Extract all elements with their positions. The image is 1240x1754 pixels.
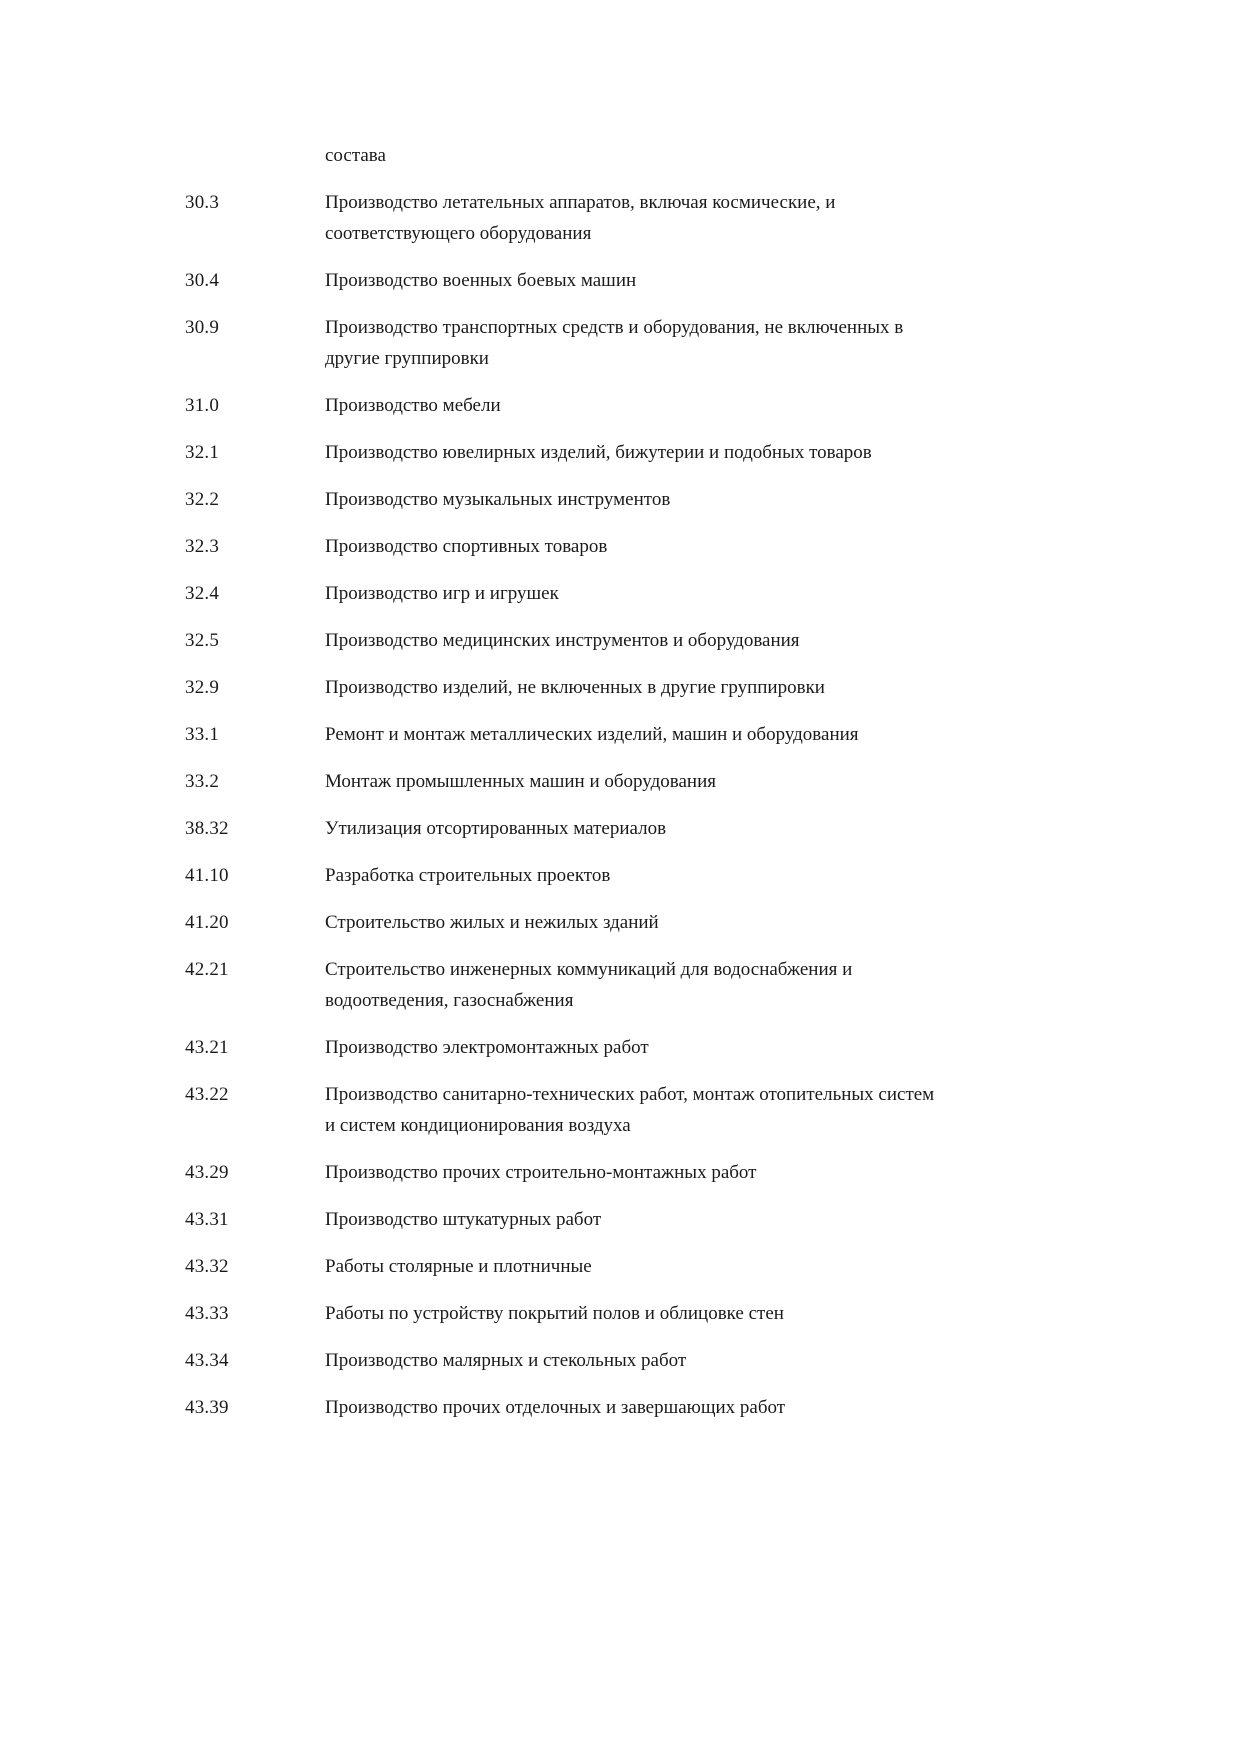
okved-row xyxy=(185,1251,1240,1282)
okved-code: 30.3 xyxy=(185,192,220,213)
continuation-line: состава xyxy=(325,145,386,166)
okved-text: Работы по устройству покрытий полов и облицовке стен xyxy=(325,1303,784,1324)
okved-code: 43.32 xyxy=(185,1256,229,1277)
okved-code: 43.39 xyxy=(185,1397,229,1418)
okved-row xyxy=(185,907,1240,938)
okved-row xyxy=(185,1032,1240,1063)
okved-code: 43.29 xyxy=(185,1162,229,1183)
okved-code: 43.22 xyxy=(185,1084,229,1105)
okved-row xyxy=(185,531,1240,562)
okved-text: Производство музыкальных инструментов xyxy=(325,489,671,510)
okved-row xyxy=(185,578,1240,609)
okved-code: 33.2 xyxy=(185,771,220,792)
okved-row xyxy=(185,187,1240,249)
okved-code: 38.32 xyxy=(185,818,229,839)
okved-text: Утилизация отсортированных материалов xyxy=(325,818,667,839)
okved-row xyxy=(185,484,1240,515)
okved-code: 43.34 xyxy=(185,1350,229,1371)
okved-row xyxy=(185,625,1240,656)
okved-row xyxy=(185,954,1240,1016)
okved-list xyxy=(185,187,1240,1423)
okved-row xyxy=(185,766,1240,797)
okved-text: Производство штукатурных работ xyxy=(325,1209,602,1230)
okved-code: 31.0 xyxy=(185,395,220,416)
okved-code: 32.3 xyxy=(185,536,220,557)
okved-text: Монтаж промышленных машин и оборудования xyxy=(325,771,717,792)
okved-row xyxy=(185,860,1240,891)
okved-text: Производство летательных аппаратов, включая космические, и соответствующего оборудования xyxy=(325,192,836,244)
okved-text: Разработка строительных проектов xyxy=(325,865,611,886)
okved-code: 41.10 xyxy=(185,865,229,886)
okved-text: Производство спортивных товаров xyxy=(325,536,608,557)
okved-code: 30.4 xyxy=(185,270,220,291)
okved-code: 43.21 xyxy=(185,1037,229,1058)
okved-row xyxy=(185,1345,1240,1376)
okved-code: 32.5 xyxy=(185,630,220,651)
okved-text: Строительство жилых и нежилых зданий xyxy=(325,912,659,933)
okved-row xyxy=(185,1392,1240,1423)
okved-row xyxy=(185,719,1240,750)
okved-row xyxy=(185,390,1240,421)
okved-text: Производство изделий, не включенных в другие группировки xyxy=(325,677,825,698)
okved-text: Производство электромонтажных работ xyxy=(325,1037,649,1058)
okved-row xyxy=(185,265,1240,296)
okved-row xyxy=(185,437,1240,468)
okved-text: Работы столярные и плотничные xyxy=(325,1256,592,1277)
okved-text: Ремонт и монтаж металлических изделий, машин и оборудования xyxy=(325,724,859,745)
okved-row xyxy=(185,312,1240,374)
okved-row xyxy=(185,1298,1240,1329)
okved-text: Производство ювелирных изделий, бижутерии и подобных товаров xyxy=(325,442,872,463)
okved-row xyxy=(185,672,1240,703)
okved-text: Производство транспортных средств и оборудования, не включенных в другие группировки xyxy=(325,317,904,369)
okved-code: 30.9 xyxy=(185,317,220,338)
okved-text: Производство мебели xyxy=(325,395,501,416)
okved-text: Производство малярных и стекольных работ xyxy=(325,1350,687,1371)
okved-text: Производство прочих строительно-монтажных работ xyxy=(325,1162,757,1183)
okved-code: 32.1 xyxy=(185,442,220,463)
okved-code: 32.4 xyxy=(185,583,220,604)
okved-code: 32.2 xyxy=(185,489,220,510)
okved-row xyxy=(185,1079,1240,1141)
okved-row xyxy=(185,813,1240,844)
okved-code: 43.33 xyxy=(185,1303,229,1324)
okved-row xyxy=(185,1204,1240,1235)
okved-code: 33.1 xyxy=(185,724,220,745)
okved-row xyxy=(185,1157,1240,1188)
okved-text: Производство медицинских инструментов и оборудования xyxy=(325,630,800,651)
okved-text: Производство военных боевых машин xyxy=(325,270,637,291)
okved-code: 32.9 xyxy=(185,677,220,698)
okved-code: 43.31 xyxy=(185,1209,229,1230)
okved-text: Производство прочих отделочных и завершающих работ xyxy=(325,1397,786,1418)
okved-text: Производство игр и игрушек xyxy=(325,583,559,604)
okved-code: 42.21 xyxy=(185,959,229,980)
okved-code: 41.20 xyxy=(185,912,229,933)
okved-text: Производство санитарно-технических работ, монтаж отопительных систем и систем кондиционирования воздуха xyxy=(325,1084,935,1136)
okved-text: Строительство инженерных коммуникаций для водоснабжения и водоотведения, газоснабжения xyxy=(325,959,853,1011)
